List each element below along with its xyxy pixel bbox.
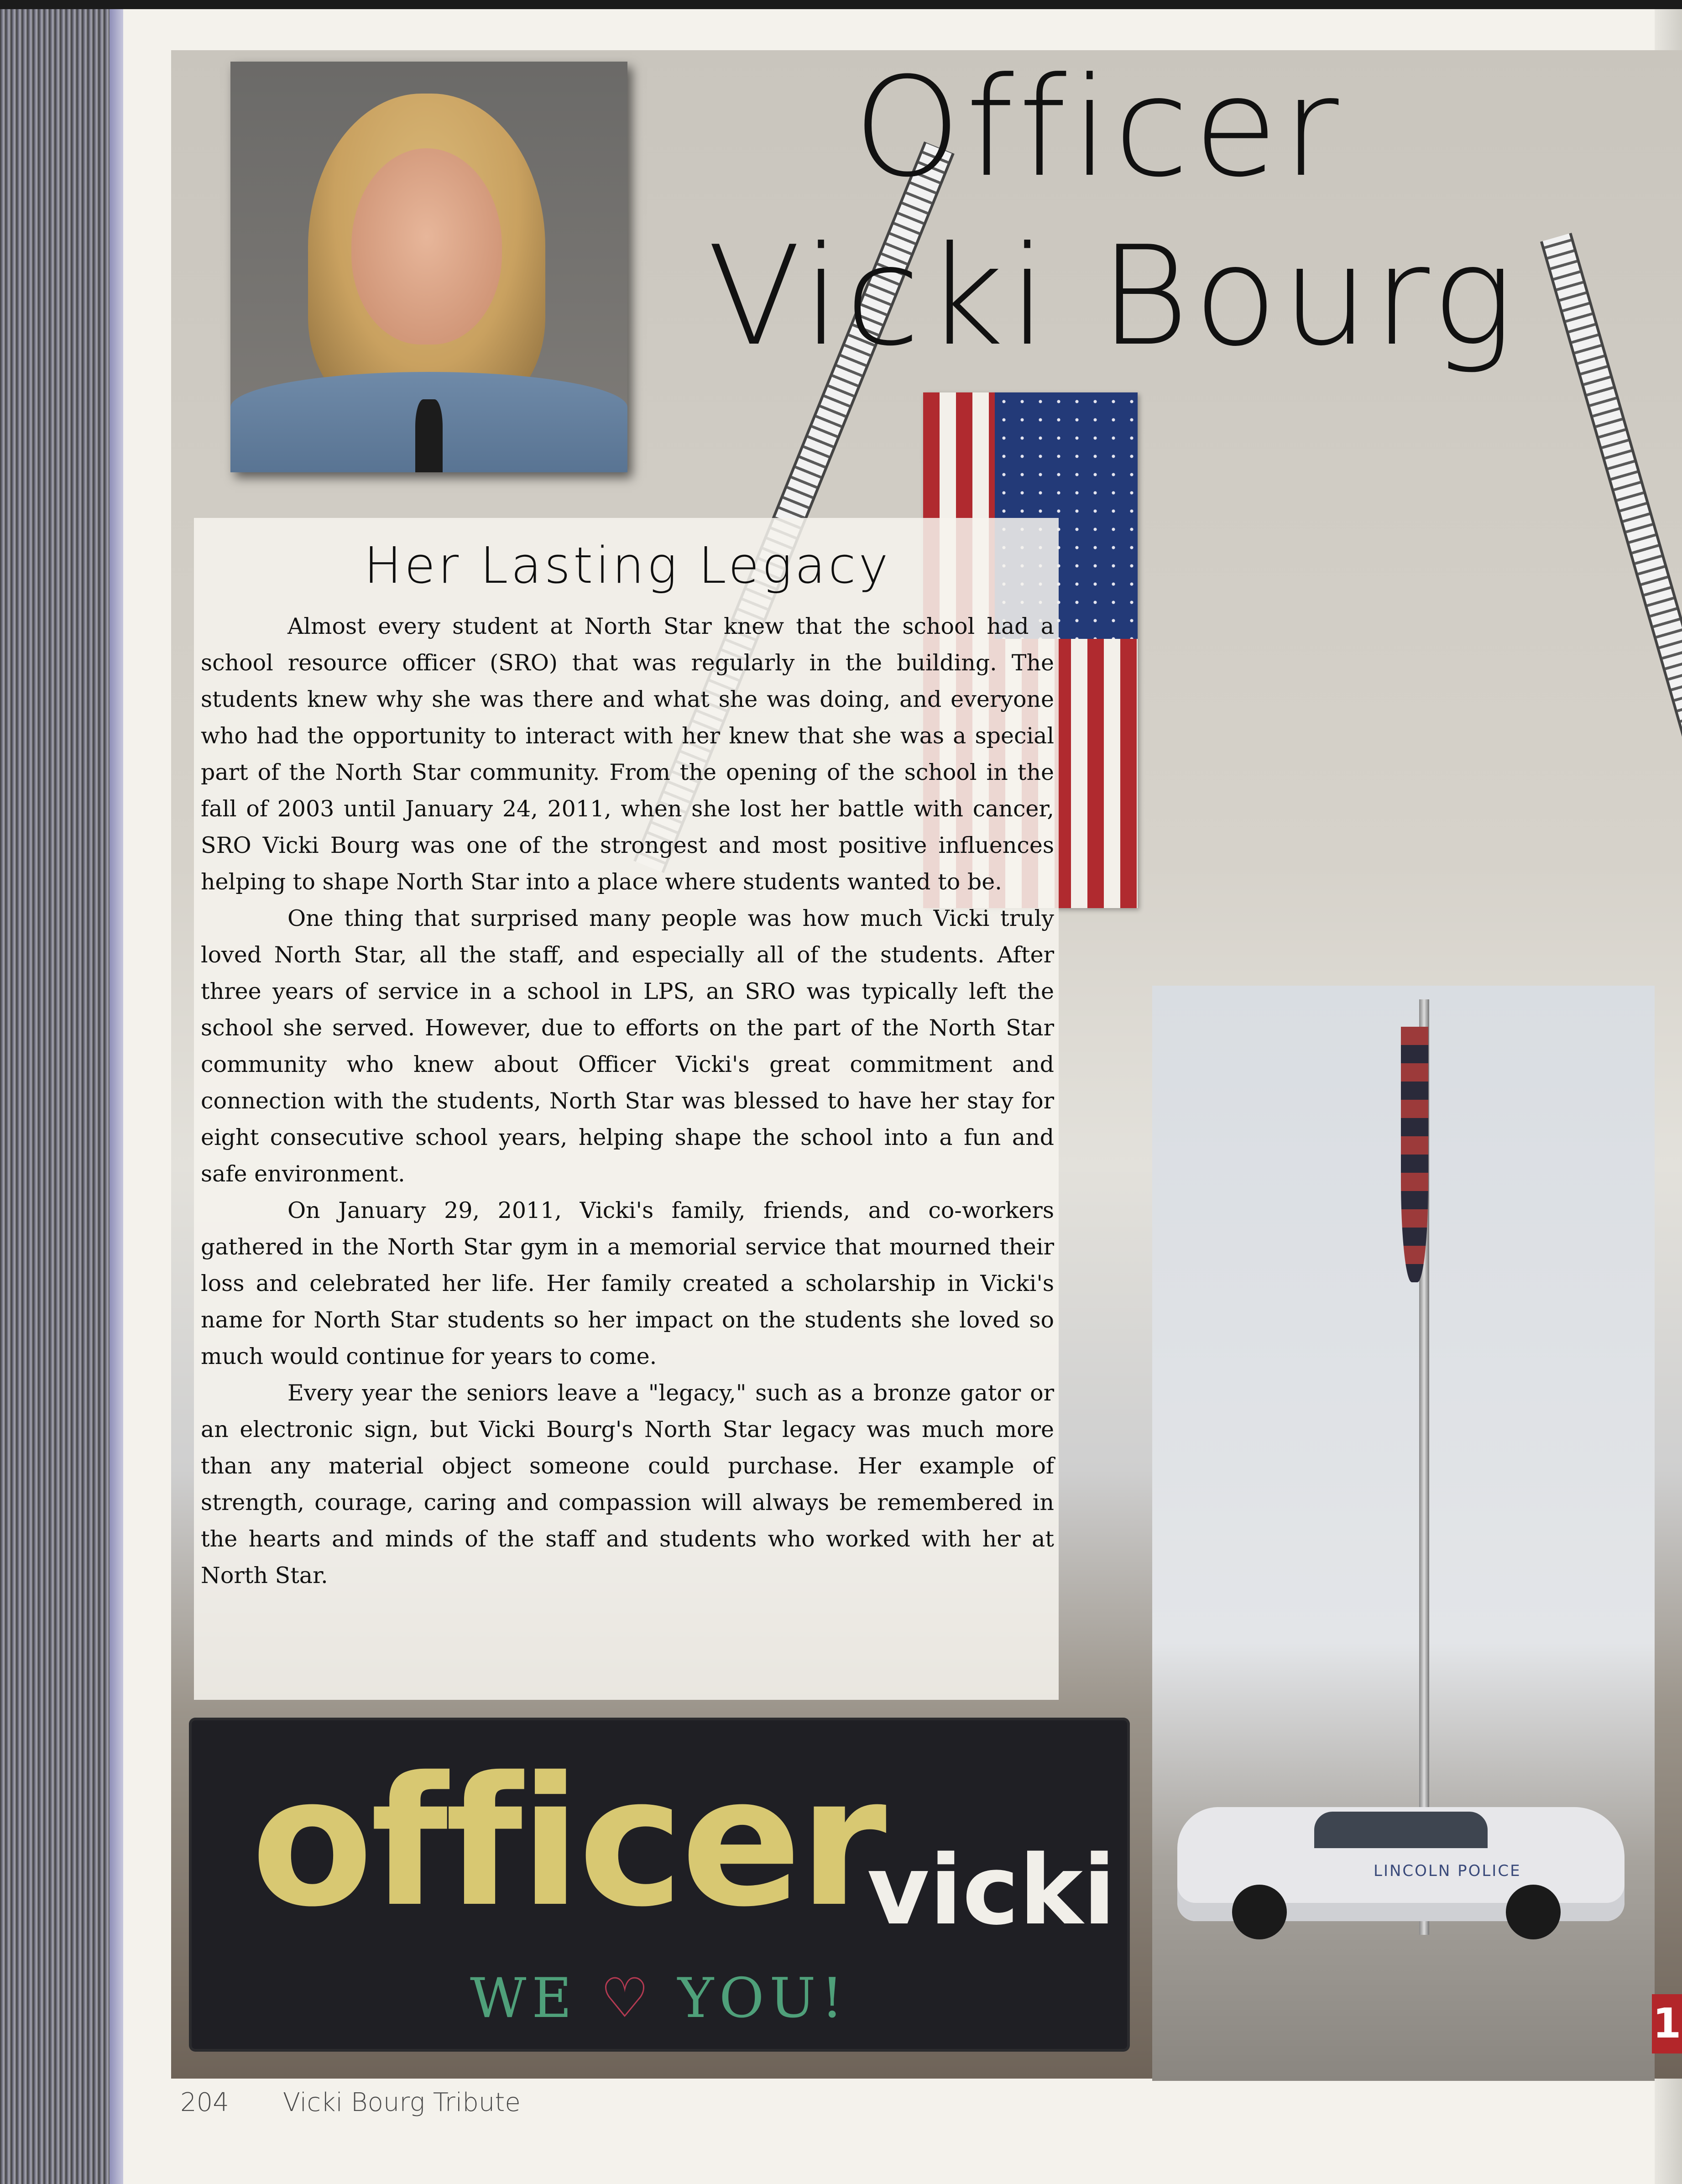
page-number: 204 [180, 2088, 229, 2117]
sign-we-love-you [470, 1967, 849, 2030]
sign-we: WE [470, 1967, 577, 2030]
police-car-wheel [1232, 1885, 1287, 1939]
sign-word-vicki: vicki [867, 1834, 1116, 1946]
portrait-tie [415, 399, 443, 472]
page-footer [180, 2088, 521, 2117]
article-panel [194, 518, 1059, 1700]
page-title [707, 48, 1611, 376]
article-body [201, 608, 1054, 1594]
article-paragraph: Every year the seniors leave a "legacy," such as a bronze gator or an electronic sign, but Vicki Bourg's North Star legacy was much more than any material object someone could purchase. Her example of strength, courage, caring and compassion will always be remembered in the hearts and minds of the staff and students who worked with her at North Star. [201, 1380, 1054, 1588]
flag-on-pole [1401, 1027, 1428, 1282]
title-line-1: Officer [853, 48, 1343, 207]
memorial-sign-photo [192, 1720, 1127, 2049]
sign-word-officer: officer [251, 1739, 884, 1946]
title-line-2: Vicki Bourg [707, 217, 1519, 376]
police-car-wheel [1506, 1885, 1561, 1939]
article-paragraph: One thing that surprised many people was how much Vicki truly loved North Star, all the staff, and especially all of the students. After three years of service in a school in LPS, an SRO was typically left the school she served. However, due to efforts on the part of the North Star community who knew about Officer Vicki's great commitment and connection with the students, North Star was blessed to have her stay for eight consecutive school years, helping shape the school into a fun and safe environment. [201, 905, 1054, 1187]
article-headline: Her Lasting Legacy [364, 536, 891, 595]
officer-portrait-photo [230, 62, 627, 472]
police-car-text: LINCOLN POLICE [1374, 1862, 1521, 1880]
police-car [1177, 1807, 1625, 1921]
side-tab-badge: 1 [1652, 1994, 1682, 2053]
flagpole-police-car-photo [1152, 986, 1655, 2081]
article-paragraph: On January 29, 2011, Vicki's family, friends, and co-workers gathered in the North Star gym in a memorial service that mourned their loss and celebrated her life. Her family created a scholarship in Vicki's name for North Star students so her impact on the students she loved so much would continue for years to come. [201, 1197, 1054, 1369]
police-car-window [1314, 1812, 1488, 1848]
portrait-face [351, 148, 502, 345]
book-page-edges [0, 9, 123, 2184]
article-paragraph: Almost every student at North Star knew that the school had a school resource officer (SRO) that was regularly in the building. The students knew why she was there and what she was doing, and everyone who had the opportunity to interact with her knew that she was a special part of the North Star community. From the opening of the school in the fall of 2003 until January 24, 2011, when she lost her battle with cancer, SRO Vicki Bourg was one of the strongest and most positive influences helping to shape North Star into a place where students wanted to be. [201, 613, 1054, 895]
heart-icon: ♡ [600, 1967, 655, 2030]
sign-you: YOU! [677, 1967, 849, 2030]
section-title: Vicki Bourg Tribute [282, 2088, 521, 2117]
